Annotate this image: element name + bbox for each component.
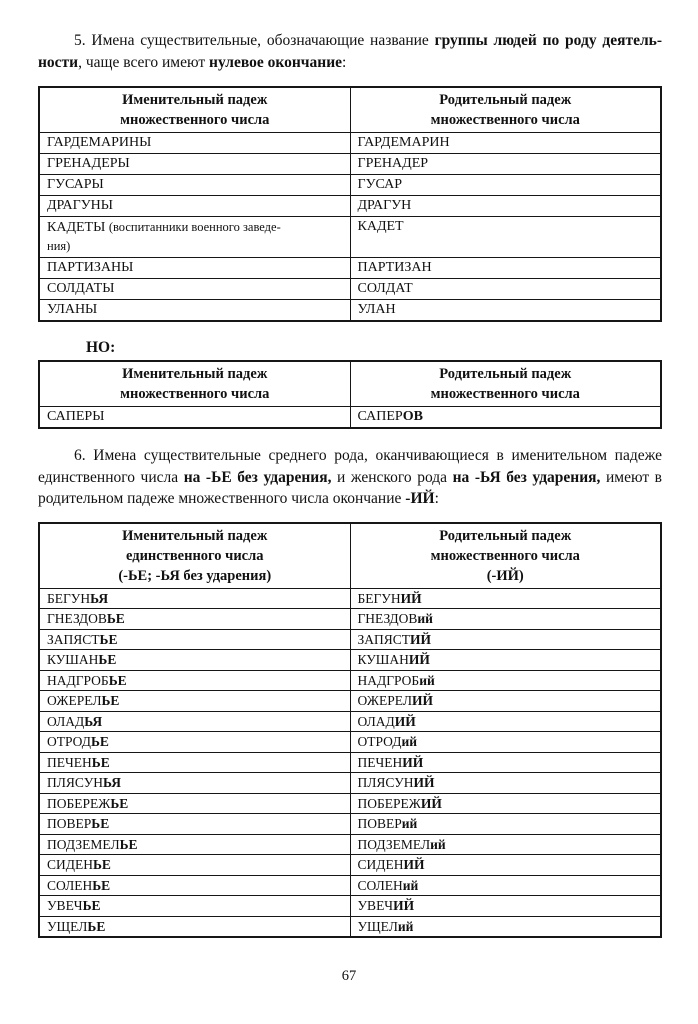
text-segment: ЬЕ — [82, 898, 101, 913]
table-cell — [39, 711, 350, 732]
table-cell — [350, 650, 661, 671]
table-cell — [350, 407, 661, 429]
text-segment: ОЖЕРЕЛ — [357, 693, 412, 708]
text-segment: ИЙ — [410, 631, 432, 647]
table-cell — [350, 670, 661, 691]
header-line: (-ЬЕ; -ЬЯ без ударения) — [118, 567, 272, 584]
text-segment: СОЛЕН — [47, 877, 93, 893]
text-line — [38, 488, 662, 510]
text-segment: ЬЕ — [92, 857, 111, 872]
text-segment: ОВ — [402, 409, 423, 424]
table-cell — [39, 732, 350, 753]
text-segment: , чаще всего имеют — [78, 53, 210, 71]
text-segment: ЬЯ — [84, 713, 103, 729]
table-row — [39, 834, 661, 855]
text-segment: ГАРДЕМАРИН — [357, 135, 450, 150]
text-segment: ПЛЯСУН — [47, 775, 104, 790]
table-cell — [39, 300, 350, 322]
table-row — [39, 175, 661, 196]
text-segment: ЗАПЯСТ — [47, 631, 100, 647]
table-cell — [39, 752, 350, 773]
text-segment: ДРАГУН — [357, 198, 412, 213]
text-segment: ЬЕ — [98, 652, 117, 667]
table-cell — [350, 279, 661, 300]
header-line: Родительный падеж — [439, 92, 572, 108]
table-exception-sapery — [38, 360, 662, 429]
text-segment: УВЕЧ — [357, 898, 394, 913]
table-cell — [39, 588, 350, 609]
table-header-cell — [350, 361, 661, 407]
text-segment: ПОДЗЕМЕЛ — [47, 836, 120, 852]
table-row — [39, 670, 661, 691]
header-line: единственного числа — [125, 547, 264, 564]
text-segment: ий — [419, 672, 435, 688]
table-zero-ending — [38, 86, 662, 322]
text-segment: (воспитанники военного заведе- — [108, 220, 281, 234]
table-header-row — [39, 87, 661, 133]
table-cell — [39, 814, 350, 835]
table-row — [39, 650, 661, 671]
text-segment: ий — [401, 734, 418, 749]
table-row — [39, 855, 661, 876]
table-cell — [350, 196, 661, 217]
text-segment: ЬЕ — [106, 611, 125, 626]
text-segment: ИЙ — [402, 754, 424, 770]
table-row — [39, 711, 661, 732]
text-segment: 6. Имена существительные среднего рода, оканчивающиеся в именительном падеже — [74, 447, 662, 464]
table-cell — [39, 916, 350, 937]
text-segment: ГАРДЕМАРИНЫ — [47, 135, 152, 150]
table-header-row — [39, 361, 661, 407]
table-cell — [39, 279, 350, 300]
table-cell — [39, 875, 350, 896]
table-cell — [350, 793, 661, 814]
text-segment: ЬЕ — [101, 693, 120, 708]
table-cell — [350, 629, 661, 650]
text-segment: ГНЕЗДОВ — [47, 611, 107, 626]
text-segment: имеют в — [600, 468, 662, 486]
text-segment: ЬЯ — [90, 590, 109, 606]
table-cell — [350, 855, 661, 876]
header-line: множественного числа — [430, 386, 580, 402]
table-cell — [350, 258, 661, 279]
table-cell — [39, 896, 350, 917]
text-segment: ЬЕ — [91, 754, 110, 770]
text-segment: БЕГУН — [47, 590, 91, 606]
table-row — [39, 875, 661, 896]
table-cell — [350, 916, 661, 937]
text-segment: ИЙ — [412, 693, 434, 708]
text-segment: ния) — [47, 239, 71, 253]
table-cell — [39, 407, 350, 429]
table-cell — [350, 609, 661, 630]
table-header-cell — [350, 87, 661, 133]
table-cell — [39, 258, 350, 279]
text-segment: ОТРОД — [357, 734, 402, 749]
paragraph-noun-groups — [38, 30, 662, 73]
text-segment: ПЛЯСУН — [357, 775, 414, 790]
text-segment: ОЛАД — [47, 713, 85, 729]
header-line: (-ИЙ) — [486, 567, 524, 584]
text-segment: на -ЬЕ без ударения, — [183, 468, 332, 486]
text-segment: ГРЕНАДЕР — [357, 156, 429, 171]
text-segment: нулевое окончание — [209, 53, 343, 71]
table-iy-ending — [38, 522, 662, 939]
text-segment: САПЕР — [357, 409, 403, 424]
text-segment: УЛАНЫ — [47, 302, 98, 317]
paragraph-soft-sign-endings — [38, 445, 662, 510]
text-segment: КУШАН — [47, 652, 99, 667]
table-row — [39, 258, 661, 279]
header-line: множественного числа — [120, 112, 270, 128]
table-cell — [39, 834, 350, 855]
header-line: Родительный падеж — [439, 366, 572, 382]
text-segment: НАДГРОБ — [357, 672, 420, 688]
table-row — [39, 732, 661, 753]
table-header-cell — [39, 523, 350, 589]
header-line: Именительный падеж — [122, 366, 268, 382]
text-segment: : — [342, 53, 347, 71]
page-number: 67 — [341, 968, 357, 984]
text-segment: и женского рода — [331, 468, 453, 486]
text-segment: ИЙ — [400, 590, 422, 606]
text-segment: ИЙ — [403, 857, 425, 872]
table-row — [39, 300, 661, 322]
text-segment: ДРАГУНЫ — [47, 198, 113, 213]
text-line — [38, 445, 662, 467]
text-segment: СОЛЕН — [357, 877, 403, 893]
text-segment: УВЕЧ — [47, 898, 83, 913]
table-cell — [350, 834, 661, 855]
table-cell — [350, 300, 661, 322]
table-cell — [39, 609, 350, 630]
table-row — [39, 752, 661, 773]
table-cell — [39, 196, 350, 217]
text-segment: ЬЕ — [108, 672, 127, 688]
text-segment: ГНЕЗДОВ — [357, 611, 418, 626]
text-segment: ЬЕ — [87, 918, 106, 934]
text-segment: ПОБЕРЕЖ — [47, 795, 111, 811]
table-cell — [39, 855, 350, 876]
text-segment: ЬЕ — [119, 836, 138, 852]
text-segment: НАДГРОБ — [47, 672, 109, 688]
text-segment: ИЙ — [420, 795, 442, 811]
header-line: множественного числа — [430, 112, 580, 128]
table-cell — [350, 773, 661, 794]
text-segment: ий — [417, 611, 433, 626]
text-segment: группы людей по роду деятель- — [434, 32, 663, 49]
text-segment: родительном падеже множественного числа окончание — [38, 490, 406, 507]
header-line: множественного числа — [430, 547, 580, 564]
table-row — [39, 407, 661, 429]
text-segment: ий — [430, 836, 446, 852]
text-segment: ПОВЕР — [357, 816, 402, 831]
table-row — [39, 133, 661, 154]
table-cell — [350, 154, 661, 175]
text-segment: ий — [402, 877, 419, 893]
table-row — [39, 814, 661, 835]
table-cell — [350, 588, 661, 609]
text-segment: единственного числа — [38, 468, 184, 486]
table-cell — [39, 175, 350, 196]
text-segment: ЬЕ — [92, 877, 111, 893]
text-segment: : — [434, 490, 439, 507]
table-row — [39, 196, 661, 217]
text-segment: ности — [38, 53, 79, 71]
text-segment: ОТРОД — [47, 734, 91, 749]
table-row — [39, 629, 661, 650]
text-segment: ИЙ — [394, 713, 416, 729]
text-line — [38, 30, 662, 52]
table-header-cell — [350, 523, 661, 589]
text-segment: ЗАПЯСТ — [357, 631, 411, 647]
table-cell — [39, 773, 350, 794]
text-segment: ЬЯ — [103, 775, 122, 790]
text-segment: КУШАН — [357, 652, 409, 667]
table-row — [39, 691, 661, 712]
header-line: Именительный падеж — [122, 92, 268, 108]
text-segment: СИДЕН — [357, 857, 404, 872]
text-segment: ий — [401, 816, 418, 831]
table-cell — [350, 732, 661, 753]
table-row — [39, 896, 661, 917]
table-cell — [39, 629, 350, 650]
table-row — [39, 217, 661, 258]
text-segment: ГРЕНАДЕРЫ — [47, 156, 130, 171]
text-segment: УЩЕЛ — [357, 918, 398, 934]
table-cell — [39, 650, 350, 671]
table-row — [39, 279, 661, 300]
table-cell — [350, 133, 661, 154]
text-line — [38, 52, 662, 74]
table-cell — [350, 896, 661, 917]
text-segment: САПЕРЫ — [47, 409, 105, 424]
text-segment: ОЖЕРЕЛ — [47, 693, 102, 708]
text-segment: ЬЕ — [90, 734, 109, 749]
table-cell — [350, 691, 661, 712]
text-segment: СИДЕН — [47, 857, 93, 872]
table-cell — [350, 711, 661, 732]
text-segment: ЬЕ — [110, 795, 129, 811]
text-segment: СОЛДАТЫ — [47, 281, 115, 296]
text-segment: КАДЕТЫ — [47, 220, 109, 235]
table-header-cell — [39, 361, 350, 407]
header-line: Родительный падеж — [439, 527, 572, 544]
text-segment: ЬЕ — [99, 631, 118, 647]
text-segment: ИЙ — [413, 775, 435, 790]
table-header-row — [39, 523, 661, 589]
exception-label: НО: — [86, 339, 116, 356]
table-row — [39, 609, 661, 630]
text-segment: на -ЬЯ без ударения, — [452, 468, 601, 486]
table-cell — [39, 670, 350, 691]
table-row — [39, 154, 661, 175]
table-cell — [350, 217, 661, 258]
text-segment: ПЕЧЕН — [357, 754, 403, 770]
table-cell — [350, 175, 661, 196]
text-segment: ГУСАРЫ — [47, 177, 104, 192]
text-segment: БЕГУН — [357, 590, 401, 606]
text-segment: УЛАН — [357, 302, 396, 317]
header-line: множественного числа — [120, 386, 270, 402]
text-segment: 5. Имена существительные, обозначающие название — [74, 32, 435, 49]
table-header-cell — [39, 87, 350, 133]
text-segment: -ИЙ — [405, 490, 435, 507]
table-cell — [39, 133, 350, 154]
table-cell — [39, 154, 350, 175]
table-cell — [39, 217, 350, 258]
text-segment: ЬЕ — [91, 816, 110, 831]
text-line — [38, 467, 662, 489]
table-row — [39, 793, 661, 814]
text-segment: ИЙ — [408, 652, 430, 667]
header-line: Именительный падеж — [122, 527, 268, 544]
table-row — [39, 588, 661, 609]
table-row — [39, 773, 661, 794]
text-segment: ПОВЕР — [47, 816, 92, 831]
text-segment: ПАРТИЗАН — [357, 260, 432, 275]
table-cell — [350, 875, 661, 896]
table-cell — [350, 752, 661, 773]
text-segment: ий — [397, 918, 414, 934]
text-segment: СОЛДАТ — [357, 281, 413, 296]
table-cell — [39, 793, 350, 814]
text-segment: УЩЕЛ — [47, 918, 88, 934]
table-cell — [350, 814, 661, 835]
text-segment: ГУСАР — [357, 177, 403, 192]
text-segment: ПАРТИЗАНЫ — [47, 260, 134, 275]
text-segment: ПОДЗЕМЕЛ — [357, 836, 431, 852]
table-cell — [39, 691, 350, 712]
text-segment: ИЙ — [393, 898, 415, 913]
text-segment: ОЛАД — [357, 713, 395, 729]
text-segment: КАДЕТ — [357, 219, 404, 234]
text-segment: ПЕЧЕН — [47, 754, 92, 770]
table-row — [39, 916, 661, 937]
text-segment: ПОБЕРЕЖ — [357, 795, 421, 811]
